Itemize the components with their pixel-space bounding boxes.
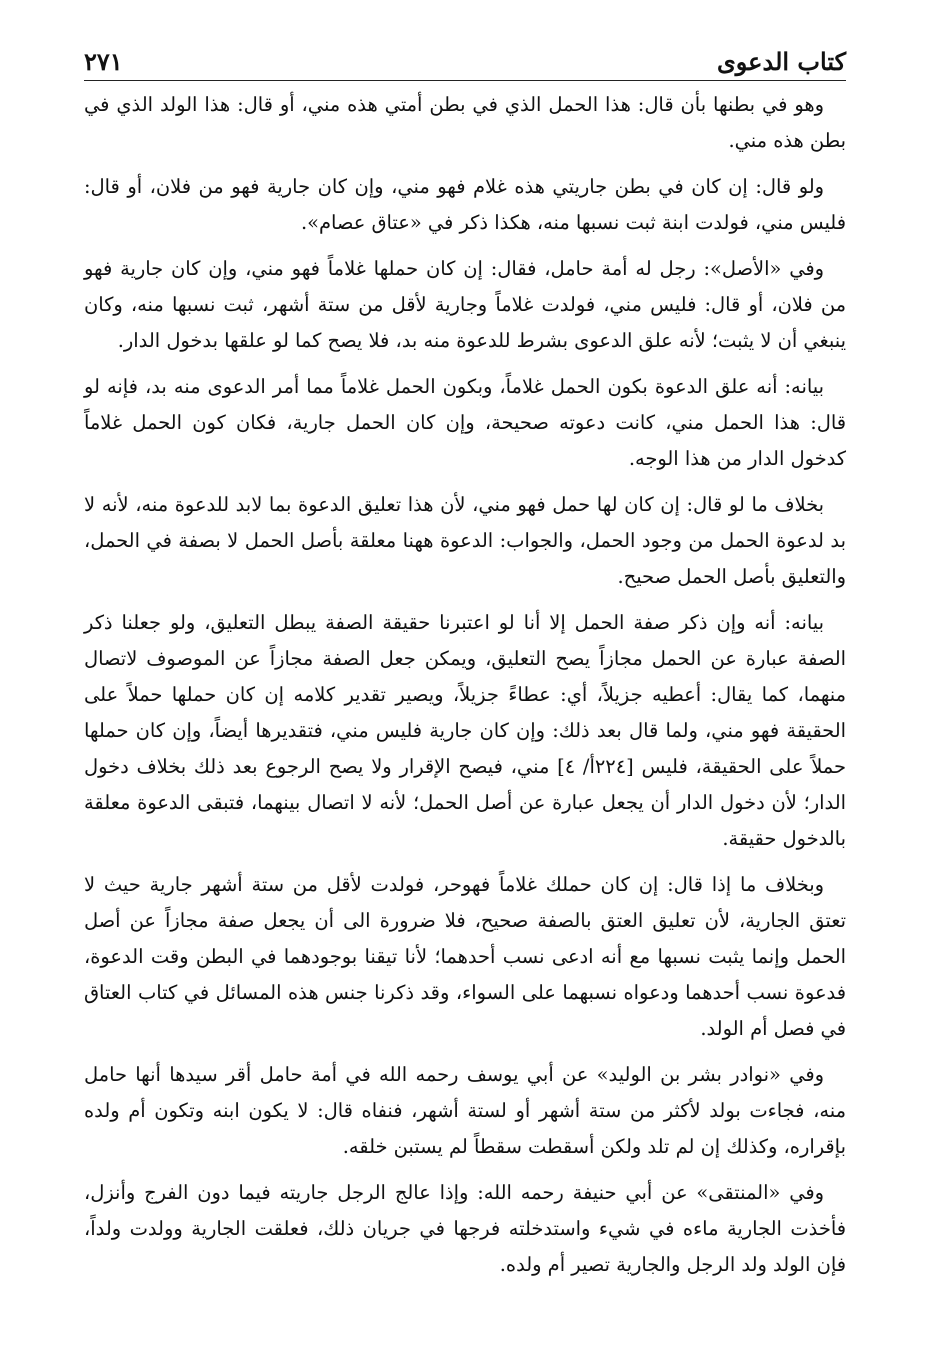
paragraph: بخلاف ما لو قال: إن كان لها حمل فهو مني، لأن هذا تعليق الدعوة بما لابد للدعوة منه، لأنه لا بد لدعوة الحمل من وجود الحمل، والجواب: الدعوة ههنا معلقة بأصل الحمل لا بصفة في الحمل، والتعليق بأصل الحمل صحيح. — [84, 493, 846, 588]
book-page — [84, 36, 846, 1283]
page-body — [84, 87, 846, 1283]
running-header — [84, 36, 846, 81]
page-number: ٢٧١ — [84, 47, 123, 76]
paragraph: ولو قال: إن كان في بطن جاريتي هذه غلام فهو مني، وإن كان جارية فهو من فلان، أو قال: فليس مني، فولدت ابنة ثبت نسبها منه، هكذا ذكر في «عتاق عصام». — [84, 175, 846, 234]
paragraph: وهو في بطنها بأن قال: هذا الحمل الذي في بطن أمتي هذه مني، أو قال: هذا الولد الذي في بطن هذه مني. — [84, 93, 846, 152]
paragraph: وفي «الأصل»: رجل له أمة حامل، فقال: إن كان حملها غلاماً فهو مني، وإن كان جارية فهو من فلان، أو قال: فليس مني، فولدت غلاماً وجارية لأقل من ستة أشهر، ثبت نسبها منه، وكان ينبغي أن لا يثبت؛ لأنه علق الدعوى بشرط للدعوة منه بد، فلا يصح كما لو علقها بدخول الدار. — [84, 257, 846, 352]
paragraph: بيانه: أنه علق الدعوة بكون الحمل غلاماً، وبكون الحمل غلاماً مما أمر الدعوى منه بد، فإنه لو قال: هذا الحمل مني، كانت دعوته صحيحة، وإن كان الحمل جارية، فكان كون الحمل غلاماً كدخول الدار من هذا الوجه. — [84, 375, 846, 470]
paragraph: وفي «المنتقى» عن أبي حنيفة رحمه الله: وإذا عالج الرجل جاريته فيما دون الفرج وأنزل، فأخذت الجارية ماءه في شيء واستدخلته فرجها في جريان ذلك، فعلقت الجارية وولدت ولداً، فإن الولد ولد الرجل والجارية تصير أم ولده. — [84, 1181, 846, 1276]
paragraph: وبخلاف ما إذا قال: إن كان حملك غلاماً فهوحر، فولدت لأقل من ستة أشهر جارية حيث لا تعتق الجارية، لأن تعليق العتق بالصفة صحيح، فلا ضرورة الى أن يجعل صفة مجازاً عن أصل الحمل وإنما يثبت نسبها مع أنه ادعى نسب أحدهما؛ لأنا تيقنا بوجودهما في البطن وقت الدعوة، فدعوة نسب أحدهما ودعواه نسبهما على السواء، وقد ذكرنا جنس هذه المسائل في كتاب العتاق في فصل أم الولد. — [84, 873, 846, 1040]
paragraph: بيانه: أنه وإن ذكر صفة الحمل إلا أنا لو اعتبرنا حقيقة الصفة يبطل التعليق، ولو جعلنا ذكر الصفة عبارة عن الحمل مجازاً يصح التعليق، ويمكن جعل الصفة مجازاً عن الموصوف لاتصال منهما، كما يقال: أعطيه جزيلاً، أي: عطاءً جزيلاً، ويصير تقدير كلامه إن كان حملها حملاً على الحقيقة فهو مني، ولما قال بعد ذلك: وإن كان جارية فليس مني، فتقديرها أيضاً، وإن كان حملها حملاً على الحقيقة، فليس [٢٢٤أ/ ٤] مني، فيصح الإقرار ولا يصح الرجوع بعد ذلك بخلاف دخول الدار؛ لأن دخول الدار أن يجعل عبارة عن أصل الحمل؛ لأنه لا اتصال بينهما، فتبقى الدعوة معلقة بالدخول حقيقة. — [84, 611, 846, 850]
paragraph: وفي «نوادر بشر بن الوليد» عن أبي يوسف رحمه الله في أمة حامل أقر سيدها أنها حامل منه، فجاءت بولد لأكثر من ستة أشهر أو لستة أشهر، فنفاه قال: لا يكون ابنه وتكون أم ولده بإقراره، وكذلك إن لم تلد ولكن أسقطت سقطاً لم يستبن خلقه. — [84, 1063, 846, 1158]
chapter-title: كتاب الدعوى — [716, 47, 846, 76]
